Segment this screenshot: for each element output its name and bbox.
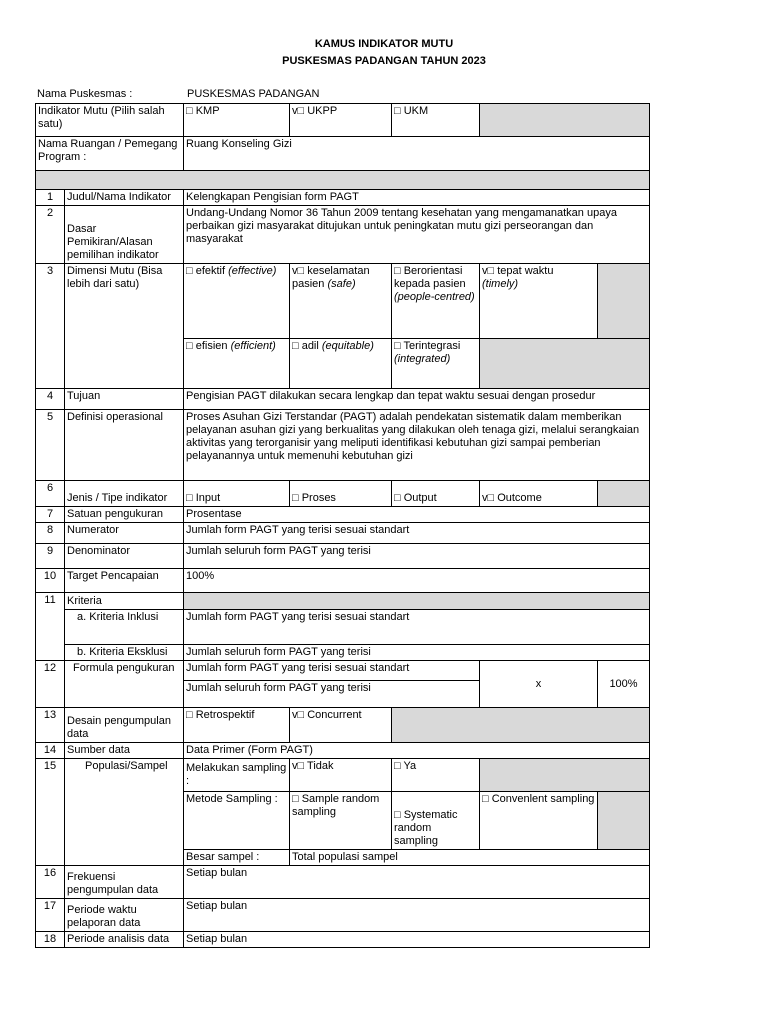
- proses-checkbox[interactable]: □ Proses: [290, 481, 392, 507]
- tepat-waktu-checkbox[interactable]: [480, 264, 598, 339]
- efisien-checkbox[interactable]: [184, 339, 290, 389]
- row-label: Populasi/Sampel: [65, 759, 184, 866]
- table-row: [36, 264, 650, 339]
- option-hint: (safe): [327, 278, 356, 290]
- table-row: [36, 899, 650, 932]
- table-row: [36, 523, 650, 544]
- row-number: 1: [36, 190, 65, 206]
- output-checkbox[interactable]: □ Output: [392, 481, 480, 507]
- input-checkbox[interactable]: □ Input: [184, 481, 290, 507]
- indicator-table: [35, 189, 650, 948]
- option-hint: (effective): [228, 265, 277, 277]
- ukpp-checkbox[interactable]: v□ UKPP: [290, 104, 392, 137]
- row-value: Setiap bulan: [184, 866, 650, 899]
- row-value: Data Primer (Form PAGT): [184, 743, 650, 759]
- table-row: [36, 507, 650, 523]
- option-hint: (people-centred): [394, 291, 475, 303]
- metode-sampling-label: Metode Sampling :: [184, 792, 290, 850]
- row-number: 8: [36, 523, 65, 544]
- kmp-checkbox[interactable]: □ KMP: [184, 104, 290, 137]
- simple-random-checkbox[interactable]: □ Sample random sampling: [290, 792, 392, 850]
- table-row: [36, 206, 650, 264]
- table-row: [36, 410, 650, 481]
- option-hint: (timely): [482, 278, 519, 290]
- row-number: 10: [36, 569, 65, 593]
- row-number: 2: [36, 206, 65, 264]
- ruangan-label: Nama Ruangan / Pemegang Program :: [36, 137, 184, 171]
- ukm-checkbox[interactable]: □ UKM: [392, 104, 480, 137]
- systematic-random-checkbox[interactable]: □ Systematic random sampling: [392, 792, 480, 850]
- blank-cell: [480, 339, 650, 389]
- row-number: 5: [36, 410, 65, 481]
- table-row: [36, 743, 650, 759]
- row-label: Definisi operasional: [65, 410, 184, 481]
- table-row: [36, 759, 650, 792]
- inklusi-value: Jumlah form PAGT yang terisi sesuai standart: [184, 610, 650, 645]
- row-label: Periode analisis data: [65, 932, 184, 948]
- row-number: 6: [36, 481, 65, 507]
- indikator-label: Indikator Mutu (Pilih salah satu): [36, 104, 184, 137]
- terintegrasi-checkbox[interactable]: [392, 339, 480, 389]
- option-label: v□ keselamatan pasien: [292, 265, 370, 290]
- table-row: [36, 544, 650, 569]
- formula-multiply: x: [480, 661, 598, 708]
- row-value: Jumlah form PAGT yang terisi sesuai standart: [184, 523, 650, 544]
- row-label: Denominator: [65, 544, 184, 569]
- option-hint: (equitable): [321, 340, 374, 352]
- row-number: 16: [36, 866, 65, 899]
- option-label: □ adil: [292, 340, 319, 352]
- table-row: [36, 593, 650, 610]
- formula-percent: 100%: [598, 661, 650, 708]
- row-number: 15: [36, 759, 65, 866]
- row-label: Judul/Nama Indikator: [65, 190, 184, 206]
- row-label: Formula pengukuran: [65, 661, 184, 708]
- row-value: 100%: [184, 569, 650, 593]
- row-number: 14: [36, 743, 65, 759]
- row-value: Pengisian PAGT dilakukan secara lengkap dan tepat waktu sesuai dengan prosedur: [184, 389, 650, 410]
- row-label: Kriteria: [65, 593, 184, 610]
- row-value: Jumlah seluruh form PAGT yang terisi: [184, 544, 650, 569]
- table-row: [36, 389, 650, 410]
- row-number: 11: [36, 593, 65, 661]
- option-label: □ Terintegrasi: [394, 340, 461, 352]
- formula-denominator: Jumlah seluruh form PAGT yang terisi: [184, 681, 480, 708]
- option-label: □ Berorientasi kepada pasien: [394, 265, 466, 290]
- blank-cell: [184, 593, 650, 610]
- row-label: Jenis / Tipe indikator: [65, 481, 184, 507]
- option-hint: (efficient): [230, 340, 276, 352]
- row-label: Sumber data: [65, 743, 184, 759]
- besar-sampel-label: Besar sampel :: [184, 850, 290, 866]
- puskesmas-label: Nama Puskesmas :: [37, 88, 133, 100]
- table-row: [36, 932, 650, 948]
- tidak-checkbox[interactable]: v□ Tidak: [290, 759, 392, 792]
- table-row: [36, 866, 650, 899]
- row-number: 12: [36, 661, 65, 708]
- option-hint: (integrated): [394, 353, 451, 365]
- table-row: [36, 645, 650, 661]
- page-title: KAMUS INDIKATOR MUTU: [314, 38, 454, 50]
- row-label: Periode waktu pelaporan data: [65, 899, 184, 932]
- row-label: Target Pencapaian: [65, 569, 184, 593]
- adil-checkbox[interactable]: [290, 339, 392, 389]
- row-label: Dimensi Mutu (Bisa lebih dari satu): [65, 264, 184, 389]
- besar-sampel-value: Total populasi sampel: [290, 850, 650, 866]
- retrospektif-checkbox[interactable]: □ Retrospektif: [184, 708, 290, 743]
- outcome-checkbox[interactable]: v□ Outcome: [480, 481, 598, 507]
- row-number: 7: [36, 507, 65, 523]
- option-label: □ efisien: [186, 340, 228, 352]
- row-number: 13: [36, 708, 65, 743]
- table-row: [36, 569, 650, 593]
- row-label: Dasar Pemikiran/Alasan pemilihan indikator: [65, 206, 184, 264]
- separator-row: [36, 171, 650, 190]
- row-label: Tujuan: [65, 389, 184, 410]
- inklusi-label: a. Kriteria Inklusi: [65, 610, 184, 645]
- table-row: [36, 481, 650, 507]
- row-value: Setiap bulan: [184, 932, 650, 948]
- ruangan-value: Ruang Konseling Gizi: [184, 137, 650, 171]
- row-value: Proses Asuhan Gizi Terstandar (PAGT) adalah pendekatan sistematik dalam memberikan pelayanan asuhan gizi yang berkualitas yang dilakukan oleh tenaga gizi, melalui serangkaian aktivitas yang terorganisir yang meliputi identifikasi kebutuhan gizi sampai pemberian pelayanannya untuk memenuhi kebutuhan gizi: [184, 410, 650, 481]
- blank-cell: [598, 481, 650, 507]
- puskesmas-value: PUSKESMAS PADANGAN: [187, 88, 320, 100]
- blank-cell: [480, 759, 650, 792]
- ya-checkbox[interactable]: □ Ya: [392, 759, 480, 792]
- row-number: 18: [36, 932, 65, 948]
- blank-cell: [598, 792, 650, 850]
- melakukan-sampling-label: Melakukan sampling :: [184, 759, 290, 792]
- row-number: 17: [36, 899, 65, 932]
- top-table: [35, 103, 650, 190]
- page-subtitle: PUSKESMAS PADANGAN TAHUN 2023: [282, 55, 486, 67]
- row-value: Prosentase: [184, 507, 650, 523]
- table-row: [36, 610, 650, 645]
- berorientasi-checkbox[interactable]: [392, 264, 480, 339]
- row-label: Frekuensi pengumpulan data: [65, 866, 184, 899]
- option-label: □ efektif: [186, 265, 226, 277]
- efektif-checkbox[interactable]: [184, 264, 290, 339]
- keselamatan-checkbox[interactable]: [290, 264, 392, 339]
- row-label: Desain pengumpulan data: [65, 708, 184, 743]
- row-value: Undang-Undang Nomor 36 Tahun 2009 tentang kesehatan yang mengamanatkan upaya perbaikan gizi masyarakat ditujukan untuk peningkatan mutu gizi perseorangan dan masyarakat: [184, 206, 650, 264]
- row-label: Numerator: [65, 523, 184, 544]
- row-value: Setiap bulan: [184, 899, 650, 932]
- row-number: 3: [36, 264, 65, 389]
- convenient-sampling-checkbox[interactable]: □ Convenlent sampling: [480, 792, 598, 850]
- table-row: [36, 708, 650, 743]
- option-label: v□ tepat waktu: [482, 265, 554, 277]
- row-number: 9: [36, 544, 65, 569]
- row-number: 4: [36, 389, 65, 410]
- row-value: Kelengkapan Pengisian form PAGT: [184, 190, 650, 206]
- blank-cell: [392, 708, 650, 743]
- eksklusi-value: Jumlah seluruh form PAGT yang terisi: [184, 645, 650, 661]
- blank-cell: [598, 264, 650, 339]
- table-row: [36, 190, 650, 206]
- eksklusi-label: b. Kriteria Eksklusi: [65, 645, 184, 661]
- row-label: Satuan pengukuran: [65, 507, 184, 523]
- formula-numerator: Jumlah form PAGT yang terisi sesuai standart: [184, 661, 480, 681]
- blank-cell: [480, 104, 650, 137]
- concurrent-checkbox[interactable]: v□ Concurrent: [290, 708, 392, 743]
- table-row: [36, 661, 650, 681]
